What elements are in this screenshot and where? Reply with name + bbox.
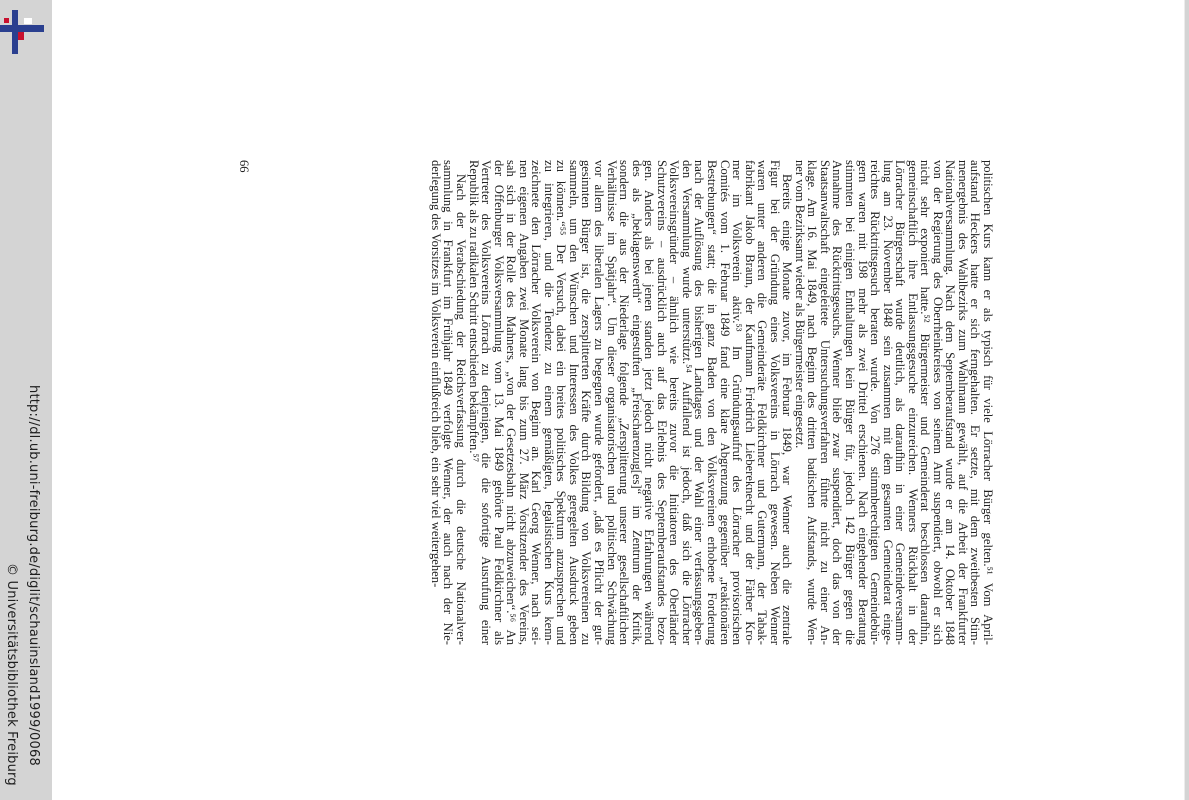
text-line: nicht sehr exponiert hatte.⁵² Bürgermeister und Gemeinderat beschlossen daraufhin,: [918, 160, 933, 645]
text-line: aufstand Heckers hatte er sich ferngehalten. Er setzte, mit dem zweitbesten Stim-: [968, 160, 983, 645]
text-line: zu integrieren, und die Tendenz zu einem gemäßigten, legalistischen Kurs kenn-: [541, 160, 556, 645]
text-line: waren unter anderen die Gemeinderäte Feldkirchner und Gutermann, der Tabak-: [755, 160, 770, 645]
scanned-page: [237, 160, 995, 645]
text-line: fabrikant Jakob Braun, der Kaufmann Friedrich Liebereknecht und der Färber Kro-: [742, 160, 757, 645]
text-line: nen eigenen Angaben zwei Monate lang bis zum 27. März Vorsitzender des Vereins,: [516, 160, 531, 645]
text-line: sammeln, um den Wünschen und Interessen des Volkes geregelten Ausdruck geben: [566, 160, 581, 645]
text-line: von der Regierung des Oberrheinkreises von seinem Amt suspendiert, obwohl er sich: [930, 160, 945, 645]
text-line: Schutzvereins – ausdrücklich auch auf das Erlebnis des Septemberaufstandes bezo-: [654, 160, 669, 645]
text-line: sammlung in Frankfurt im Frühjahr 1849 verfolgte Wenner, der auch nach der Nie-: [441, 160, 456, 645]
text-line: klage. Am 16. Mai 1849, nach Beginn des dritten badischen Aufstands, wurde Wen-: [805, 160, 820, 645]
text-line: gesinnten Bürger ist, die zersplitterten Kräfte durch Bildung von Volksvereinen zu: [579, 160, 594, 645]
right-scroll-strip: [1185, 0, 1189, 800]
page-number: 66: [237, 160, 251, 173]
text-line: vor allem des liberalen Lagers zu begegnen wurde gefordert, „daß es Pflicht der gut-: [592, 160, 607, 645]
text-line: Nationalversammlung. Nach dem Septemberaufstand wurde er am 14. Oktober 1848: [943, 160, 958, 645]
text-line: ner vom Bezirksamt wieder als Bürgermeister eingesetzt.: [792, 160, 807, 449]
viewer-sidebar: [0, 0, 52, 800]
text-line: der Offenburger Volksversammlung vom 13. Mai 1849 gehörte Paul Feldkirchner als: [491, 160, 506, 645]
text-line: politischen Kurs kann er als typisch für viele Lörracher Bürger gelten.⁵¹ Vom April-: [981, 160, 995, 645]
text-line: mer im Volksverein aktiv.⁵³ Im Gründungsaufruf des Lörracher provisorischen: [730, 160, 745, 645]
text-line: sondern die aus der Niederlage folgende „Zersplitterung unserer gesellschaftlichen: [617, 160, 632, 645]
text-line: lung am 23. November 1848 sein zusammen mit dem gesamten Gemeinderat einge-: [880, 160, 895, 645]
text-line: Republik als zu radikalen Schritt entschieden bekämpften.⁵⁷: [466, 160, 481, 463]
text-line: des als „beklagenswerth“ eingestuften „Freischarenzug[es]“ im Zentrum der Kritik,: [629, 160, 644, 645]
text-line: Comités vom 1. Februar 1849 fand eine klare Abgrenzung gegenüber „reaktionären: [717, 160, 732, 645]
text-line: stimmten bei einigen Enthaltungen kein Bürger für, jedoch 142 Bürger gegen die: [842, 160, 857, 645]
text-line: Bereits einige Monate zuvor, im Februar 1849, war Wenner auch die zentrale: [780, 174, 795, 645]
copyright-notice: © Universitätsbibliothek Freiburg: [4, 563, 19, 786]
ub-freiburg-logo-icon: [0, 10, 46, 54]
text-line: zu können.“⁵⁵ Der Versuch, dabei ein breites politisches Spektrum anzusprechen und: [554, 160, 569, 645]
text-line: Bestrebungen“ statt; die in ganz Baden von den Volksvereinen erhobene Forderung: [704, 160, 719, 645]
text-line: gern waren mit 198 mehr als zwei Drittel erschienen. Nach eingehender Beratung: [855, 160, 870, 645]
text-line: Vertreter des Volksvereins Lörrach zu denjenigen, die die sofortige Ausrufung einer: [479, 160, 494, 645]
text-line: Volksvereinsgründer – ähnlich wie bereits zuvor die Initiatoren des Oberländer: [667, 160, 682, 645]
text-line: reichtes Rücktrittsgesuch beraten wurde. Von 276 stimmberechtigten Gemeindebür-: [868, 160, 883, 645]
text-line: menergebnis des Wahlbezirks zum Wahlmann gewählt, auf die Arbeit der Frankfurter: [955, 160, 970, 645]
text-line: Verhältnisse im Spätjahr“. Um dieser organisatorischen und politischen Schwächung: [604, 160, 619, 645]
text-line: sah sich in der Rolle des Mahners, „von der Gesetzesbahn nicht abzuweichen“.⁵⁶ An: [504, 160, 519, 645]
text-line: Annahme des Rücktrittsgesuchs. Wenner blieb zwar suspendiert, doch das von der: [830, 160, 845, 645]
text-line: Nach der Verabschiedung der Reichsverfassung durch die deutsche Nationalver-: [454, 174, 469, 645]
text-line: Lörracher Bürgerschaft wurde deutlich, als daraufhin in einer Gemeindeversamm-: [893, 160, 908, 645]
text-line: gemeinschaftlich ihre Entlassungsgesuche einzureichen. Wenners Rückhalt in der: [905, 160, 920, 645]
text-line: zeichnete den Lörracher Volksverein von Beginn an. Karl Georg Wenner, nach sei-: [529, 160, 544, 645]
text-line: nach der Auflösung des bisherigen Landtages und der Wahl einer verfassungsgeben-: [692, 160, 707, 645]
document-url[interactable]: http://dl.ub.uni-freiburg.de/diglit/schauinsland1999/0068: [26, 385, 41, 766]
text-line: derlegung des Vorsitzes im Volksverein einflußreich blieb, ein sehr viel weitergehen-: [428, 160, 443, 588]
text-line: den Versammlung wurde unterstützt.⁵⁴ Auffallend ist jedoch, daß sich die Lörracher: [679, 160, 694, 645]
text-line: gen. Anders als bei jenen standen jetzt jedoch nicht negative Erfahrungen während: [642, 160, 657, 645]
text-line: Staatsanwaltschaft eingeleitete Untersuchungsverfahren führte nicht zu einer An-: [817, 160, 832, 645]
page-body-text: [429, 160, 994, 645]
text-line: Figur bei der Gründung eines Volksvereins in Lörrach gewesen. Neben Wenner: [767, 160, 782, 645]
